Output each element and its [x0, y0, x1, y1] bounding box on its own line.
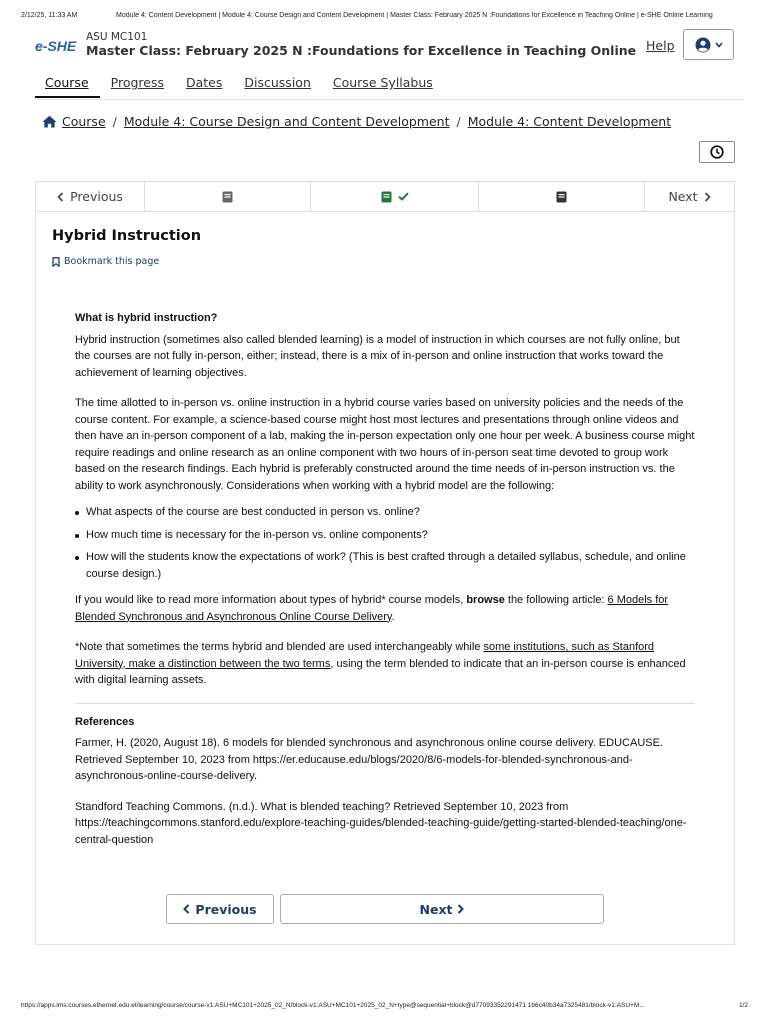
sequence-next-label: Next	[668, 189, 698, 204]
bookmark-label: Bookmark this page	[64, 256, 160, 267]
sequence-next-button[interactable]	[645, 182, 734, 211]
sequence-unit-1[interactable]	[145, 182, 311, 211]
sequence-previous-label: Previous	[70, 189, 123, 204]
help-link[interactable]: Help	[646, 38, 675, 53]
sequence-unit-2[interactable]	[311, 182, 479, 211]
book-icon	[222, 191, 233, 203]
print-timestamp: 2/12/25, 11:33 AM	[21, 12, 78, 19]
references-heading: References	[75, 715, 135, 728]
chevron-down-icon	[715, 42, 723, 48]
tab-course[interactable]: Course	[35, 74, 100, 98]
tab-progress[interactable]: Progress	[110, 75, 164, 90]
stanford-distinction-link[interactable]: some institutions, such as Stanford University, make a distinction between the two terms	[75, 641, 655, 670]
unit-title: Hybrid Instruction	[52, 228, 202, 244]
text: .	[391, 610, 395, 623]
print-url: https://apps.lms.courses.ethernet.edu.et/learning/course/course-v1:ASU+MC101+2025_02_N/block-v1:ASU+MC101+2025_02_N+type@sequential+block@d77093352291471 1b6c40b34a7325481/block-v1:ASU+M...	[21, 1002, 645, 1009]
breadcrumb-separator: /	[456, 114, 461, 129]
list-item: How will the students know the expectations of work? (This is best crafted through a detailed syllabus, schedule, and online course design.)	[86, 549, 695, 582]
breadcrumb-section[interactable]: Module 4: Content Development	[467, 114, 672, 129]
considerations-list	[86, 504, 695, 582]
user-circle-icon	[695, 37, 711, 53]
bookmark-button[interactable]	[52, 256, 159, 267]
sequence-unit-3-current[interactable]	[479, 182, 645, 211]
chevron-left-icon	[183, 904, 190, 914]
print-page-title: Module 4: Content Development | Module 4: Course Design and Content Development | Master Class: February 2025 N :Foundations for Excellence in Teaching Online | e-SHE Online Learning	[116, 12, 713, 19]
sequence-navigation	[35, 181, 735, 212]
paragraph-further-reading	[75, 592, 695, 625]
article-content	[75, 310, 695, 862]
book-icon	[556, 191, 567, 203]
user-menu-button[interactable]	[683, 29, 734, 60]
breadcrumb-course[interactable]: Course	[62, 114, 106, 129]
text: the following article:	[504, 594, 608, 606]
print-header	[21, 12, 738, 22]
course-title: Master Class: February 2025 N :Foundations for Excellence in Teaching Online	[86, 43, 637, 58]
list-item: What aspects of the course are best conducted in person vs. online?	[86, 504, 695, 521]
bottom-next-button[interactable]	[280, 894, 604, 924]
course-dates-button[interactable]	[699, 141, 735, 163]
sequence-previous-button[interactable]	[36, 182, 145, 211]
text: , using the term blended to indicate that an in-person course is enhanced with digital learning assets.	[75, 657, 686, 686]
chevron-left-icon	[57, 192, 64, 202]
bold-text: browse	[466, 594, 505, 606]
text: *Note that sometimes the terms hybrid and blended are used interchangeably while	[75, 641, 484, 653]
logo-text: e-SHE	[35, 38, 77, 54]
paragraph-note	[75, 639, 695, 689]
check-icon	[398, 192, 409, 201]
course-code: ASU MC101	[86, 31, 148, 43]
article-heading: What is hybrid instruction?	[75, 312, 218, 324]
breadcrumb	[42, 114, 671, 129]
article-link-6-models[interactable]: 6 Models for Blended Synchronous and Asynchronous Online Course Delivery	[75, 594, 669, 623]
tab-discussion[interactable]: Discussion	[244, 75, 311, 90]
clock-icon	[710, 145, 724, 159]
reference-item: Standford Teaching Commons. (n.d.). What is blended teaching? Retrieved September 10, 2023 from https://teachingcommons.stanford.edu/explore-teaching-guides/blended-teaching-guide/getting-started-blended-teaching/one-central-question	[75, 800, 687, 846]
course-tabs	[35, 74, 444, 100]
paragraph-time-allotment: The time allotted to in-person vs. online instruction in a hybrid course varies based on university policies and the needs of the course content. For example, a science-based course might host most lectures and presentations through online videos and then have an in-person component of a lab, making the in-person expectation only one hour per week. A business course might require readings and online research as an online component with two hours of in-person seat time devoted to group work based on the research findings. Each hybrid is preferably constructed around the time needs of in-person instruction vs. the ability to work asynchronously. Considerations when working with a hybrid model are the following:	[75, 397, 695, 492]
text: If you would like to read more information about types of hybrid* course models,	[75, 594, 467, 606]
print-footer	[21, 1002, 748, 1012]
bottom-previous-label: Previous	[195, 901, 257, 917]
bottom-previous-button[interactable]	[166, 894, 274, 924]
print-page-number: 1/2	[738, 1002, 748, 1009]
chevron-right-icon	[704, 192, 711, 202]
bookmark-icon	[52, 257, 60, 267]
tabs-divider	[35, 99, 743, 100]
bottom-navigation	[166, 894, 604, 924]
book-icon	[381, 191, 392, 203]
list-item: How much time is necessary for the in-person vs. online components?	[86, 527, 695, 544]
bottom-next-label: Next	[419, 901, 453, 917]
divider	[75, 703, 695, 704]
reference-item: Farmer, H. (2020, August 18). 6 models for blended synchronous and asynchronous online course delivery. EDUCAUSE. Retrieved September 10, 2023 from https://er.educause.edu/blogs/2020/8/6-models-for-blended-synchronous-and-asynchronous-online-course-delivery.	[75, 737, 663, 782]
paragraph-definition: Hybrid instruction (sometimes also called blended learning) is a model of instruction in which courses are not fully online, but the courses are not fully in-person, either; instead, there is a mix of in-person and online instruction that works toward the achievement of learning objectives.	[75, 333, 680, 379]
eshe-logo[interactable]	[35, 38, 76, 54]
breadcrumb-module[interactable]: Module 4: Course Design and Content Development	[123, 114, 450, 129]
breadcrumb-separator: /	[112, 114, 117, 129]
chevron-right-icon	[457, 904, 464, 914]
tab-course-syllabus[interactable]: Course Syllabus	[332, 75, 433, 90]
home-icon	[42, 115, 57, 128]
tab-dates[interactable]: Dates	[186, 75, 223, 90]
